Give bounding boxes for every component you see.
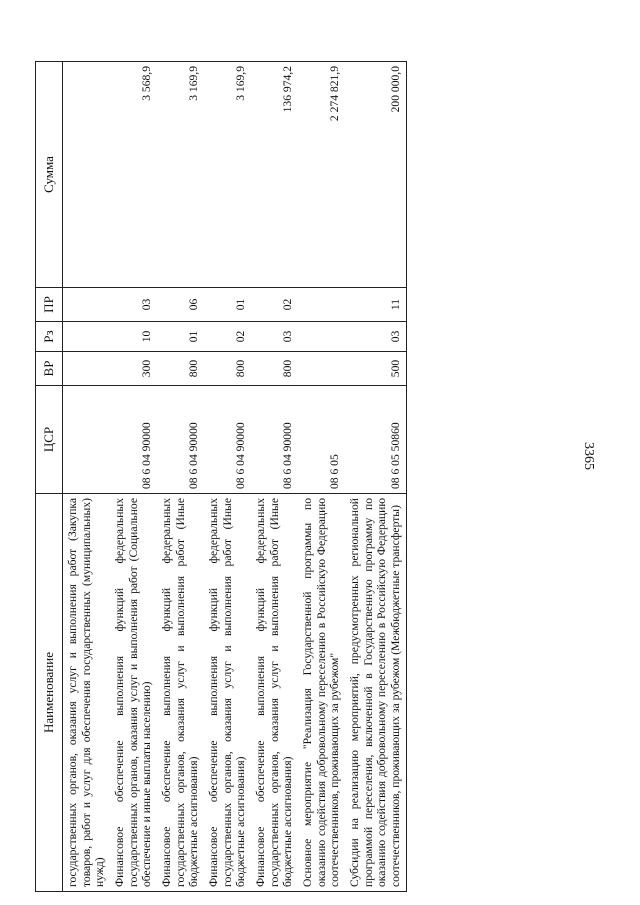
row-csr (63, 386, 111, 494)
row-name: Финансовое обеспечение выполнения функций федеральных государственных органов, оказания услуг и выполнения работ (Иные бюджетные ассигнования) (204, 494, 251, 892)
row-sum: 3 568,9 (110, 62, 157, 288)
row-csr: 08 6 04 90000 (251, 386, 298, 494)
budget-table (35, 61, 407, 892)
row-pr: 06 (157, 288, 204, 322)
row-name: Финансовое обеспечение выполнения функций федеральных государственных органов, оказания услуг и выполнения работ (Иные бюджетные ассигнования) (251, 494, 298, 892)
row-rz: 02 (204, 322, 251, 352)
row-pr (298, 288, 345, 322)
row-pr: 11 (345, 288, 406, 322)
table-row (110, 62, 157, 892)
header-pr: ПР (36, 288, 63, 322)
row-name: Субсидии на реализацию мероприятий, предусмотренных региональной программой переселения, включенной в Государственную программу по оказанию содействия добровольному переселению в Российскую Федерацию соотечественников, проживающих за рубежом (Межбюджетные трансферты) (345, 494, 406, 892)
row-csr: 08 6 04 90000 (157, 386, 204, 494)
header-sum: Сумма (36, 62, 63, 288)
header-rz: Рз (36, 322, 63, 352)
header-csr: ЦСР (36, 386, 63, 494)
table-row (204, 62, 251, 892)
row-rz: 01 (157, 322, 204, 352)
table-row (157, 62, 204, 892)
header-vr: ВР (36, 352, 63, 386)
row-vr: 500 (345, 352, 406, 386)
row-rz: 03 (345, 322, 406, 352)
row-pr: 02 (251, 288, 298, 322)
row-csr: 08 6 04 90000 (110, 386, 157, 494)
table-row (251, 62, 298, 892)
row-rz (298, 322, 345, 352)
row-rz: 10 (110, 322, 157, 352)
row-sum: 200 000,0 (345, 62, 406, 288)
header-name: Наименование (36, 494, 63, 892)
row-pr: 03 (110, 288, 157, 322)
row-vr (298, 352, 345, 386)
table-row (298, 62, 345, 892)
row-sum (63, 62, 111, 288)
row-vr: 800 (157, 352, 204, 386)
row-vr (63, 352, 111, 386)
table-header-row (36, 62, 63, 892)
row-csr: 08 6 05 (298, 386, 345, 494)
row-pr: 01 (204, 288, 251, 322)
row-vr: 800 (251, 352, 298, 386)
table-row (345, 62, 406, 892)
row-name: Финансовое обеспечение выполнения функций федеральных государственных органов, оказания услуг и выполнения работ (Социальное обеспечение и иные выплаты населению) (110, 494, 157, 892)
row-name: Основное мероприятие "Реализация Государственной программы по оказанию содействия добровольному переселению в Российскую Федерацию соотечественников, проживающих за рубежом" (298, 494, 345, 892)
row-vr: 800 (204, 352, 251, 386)
row-rz: 03 (251, 322, 298, 352)
row-csr: 08 6 04 90000 (204, 386, 251, 494)
row-vr: 300 (110, 352, 157, 386)
row-name: государственных органов, оказания услуг и выполнения работ (Закупка товаров, работ и услуг для обеспечения государственных (муниципальных) нужд) (63, 494, 111, 892)
row-sum: 2 274 821,9 (298, 62, 345, 288)
row-sum: 136 974,2 (251, 62, 298, 288)
row-csr: 08 6 05 50860 (345, 386, 406, 494)
row-sum: 3 169,9 (157, 62, 204, 288)
table-row (63, 62, 111, 892)
rotated-table-container (35, 62, 595, 892)
row-pr (63, 288, 111, 322)
row-rz (63, 322, 111, 352)
page-number: 3365 (581, 442, 596, 470)
row-sum: 3 169,9 (204, 62, 251, 288)
row-name: Финансовое обеспечение выполнения функций федеральных государственных органов, оказания услуг и выполнения работ (Иные бюджетные ассигнования) (157, 494, 204, 892)
